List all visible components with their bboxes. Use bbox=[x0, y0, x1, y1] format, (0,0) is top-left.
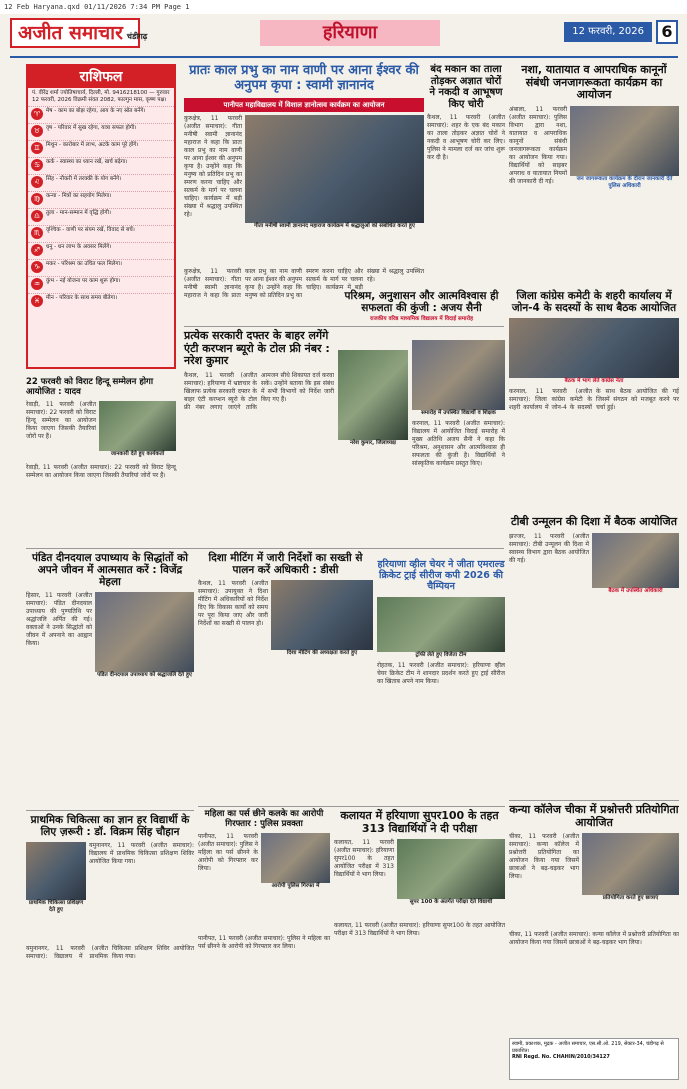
rashi-text: वृश्चिक - वाणी पर संयम रखें, विवाद से बचें। bbox=[46, 227, 135, 233]
rashi-row bbox=[28, 191, 174, 208]
photo-swami bbox=[245, 115, 424, 223]
headline[interactable]: प्रत्येक सरकारी दफ्तर के बाहर लगेंगे एंटी करप्शन ब्यूरो के टोल फ्री नंबर : नरेश कुमार bbox=[184, 329, 330, 368]
article-super100 bbox=[334, 810, 505, 1035]
rashi-text: कुंभ - नई योजना पर काम शुरू होगा। bbox=[46, 278, 121, 284]
article-theft bbox=[427, 64, 505, 324]
body: कैथल, 11 फरवरी (अजीत समाचार): हरियाणा में भ्रष्टाचार के खिलाफ प्रत्येक सरकारी दफ्तर के बाहर एंटी करप्शन ब्यूरो के टोल फ्री नंबर लगाए जाएंगे ताकि आमजन सीधे शिकायत दर्ज करवा सकें। उन्होंने बताया कि इस संबंध में सभी विभागों को निर्देश जारी किए गए हैं। bbox=[184, 371, 334, 411]
rashi-row bbox=[28, 140, 174, 157]
headline[interactable]: परिश्रम, अनुशासन और आत्मविश्वास ही सफलता की कुंजी : अजय सैनी bbox=[344, 290, 499, 315]
article-congress bbox=[509, 290, 679, 510]
body-continued: कुरुक्षेत्र, 11 फरवरी (अजीत समाचार): गीता मनीषी स्वामी ज्ञानानंद महाराज ने कहा कि प्रातः काल प्रभु का नाम वाणी पर आना ईश्वर की अनुपम कृपा है। उन्होंने कहा कि मनुष्य को प्रतिदिन प्रभु का स्मरण करना चाहिए और सत्कर्म के मार्ग पर चलना चाहिए। कार्यक्रम में बड़ी संख्या में श्रद्धालु उपस्थित रहे। bbox=[184, 267, 424, 299]
caption: आरोपी पुलिस गिरफ्त में bbox=[271, 882, 320, 889]
rashi-row bbox=[28, 293, 174, 310]
caption: प्राथमिक चिकित्सा प्रशिक्षण देते हुए bbox=[28, 900, 84, 914]
headline[interactable]: प्राथमिक चिकित्सा का ज्ञान हर विद्यार्थी के लिए ज़रूरी : डॉ. विक्रम सिंह चौहान bbox=[30, 814, 190, 839]
photo-students bbox=[412, 340, 505, 410]
zodiac-icon: ♓ bbox=[31, 295, 43, 307]
body: चीका, 11 फरवरी (अजीत समाचार): कन्या कॉलेज में प्रश्नोत्तरी प्रतियोगिता का आयोजन किया गया जिसमें छात्राओं ने बढ़-चढ़कर भाग लिया। bbox=[509, 833, 579, 881]
body: कैथल, 11 फरवरी (अजीत समाचार): उपायुक्त ने दिशा मीटिंग में अधिकारियों को निर्देश दिए कि विकास कार्यों को समय पर पूरा किया जाए और जारी निर्देशों का सख्ती से पालन हो। bbox=[198, 580, 268, 628]
rashi-row bbox=[28, 225, 174, 242]
body: करनाल, 11 फरवरी (अजीत समाचार): जिला कांग्रेस कमेटी के शहरी कार्यालय में जोन-4 के सदस्यों के साथ बैठक आयोजित की गई जिसमें संगठन को मजबूत करने पर चर्चा हुई। bbox=[509, 388, 679, 412]
photo-disha bbox=[271, 580, 373, 650]
zodiac-icon: ♐ bbox=[31, 244, 43, 256]
article-awareness bbox=[509, 64, 679, 284]
zodiac-icon: ♒ bbox=[31, 278, 43, 290]
caption: ट्रॉफी लेते हुए विजेता टीम bbox=[415, 651, 467, 658]
divider bbox=[198, 806, 505, 807]
photo-tb bbox=[592, 533, 679, 588]
caption: नरेश कुमार, जिलाध्यक्ष bbox=[349, 440, 396, 446]
headline[interactable]: 22 फरवरी को विराट हिन्दू सम्मेलन होगा आयोजित : यादव bbox=[26, 377, 154, 397]
body-continued: कलायत, 11 फरवरी (अजीत समाचार): हरियाणा सुपर100 के तहत आयोजित परीक्षा में 313 विद्यार्थियों ने भाग लिया। bbox=[334, 922, 505, 938]
imprint-text: स्वामी, प्रकाशक, मुद्रक - अजीत समाचार, एस.सी.ओ. 219, सेक्टर-34, चंडीगढ़ से प्रकाशित। bbox=[512, 1041, 664, 1054]
zodiac-icon: ♊ bbox=[31, 142, 43, 154]
rashi-text: धनु - धन लाभ के अवसर मिलेंगे। bbox=[46, 244, 112, 250]
zodiac-icon: ♏ bbox=[31, 227, 43, 239]
body: पानीपत, 11 फरवरी (अजीत समाचार): पुलिस ने महिला का पर्स छीनने के आरोपी को गिरफ्तार कर लिया। bbox=[198, 832, 258, 872]
caption: सुपर 100 के अंतर्गत परीक्षा देते विद्यार्थी bbox=[409, 899, 493, 906]
caption: प्रतियोगिता करते हुए छात्राएं bbox=[602, 895, 659, 902]
divider bbox=[26, 810, 194, 811]
body-continued: रेवाड़ी, 11 फरवरी (अजीत समाचार): 22 फरवरी को विराट हिन्दू सम्मेलन का आयोजन किया जाएगा जिसकी तैयारियां जोरों पर हैं। bbox=[26, 463, 176, 479]
section-title: हरियाणा bbox=[260, 20, 440, 46]
photo-cricket bbox=[377, 597, 505, 652]
photo-first-aid bbox=[26, 842, 86, 900]
issue-date: 12 फरवरी, 2026 bbox=[564, 22, 652, 42]
article-success-body bbox=[412, 340, 505, 580]
body: अंबाला, 11 फरवरी (अजीत समाचार): पुलिस विभाग द्वारा नशा, यातायात व आपराधिक कानूनों संबंधी जनजागरूकता कार्यक्रम का आयोजन किया गया। विद्यार्थियों को साइबर अपराध व यातायात नियमों की जानकारी दी गई। bbox=[509, 105, 567, 185]
caption: पंडित दीनदयाल उपाध्याय को श्रद्धांजलि देते हुए bbox=[97, 672, 192, 679]
article-purse-snatcher bbox=[198, 810, 330, 930]
body: करनाल, 11 फरवरी (अजीत समाचार): विद्यालय में आयोजित विदाई समारोह में मुख्य अतिथि अजय सैनी ने कहा कि परिश्रम, अनुशासन और आत्मविश्वास ही सफलता की कुंजी है। विद्यार्थियों ने सांस्कृतिक कार्यक्रम प्रस्तुत किए। bbox=[412, 420, 505, 467]
imprint-box bbox=[509, 1038, 679, 1080]
photo-congress bbox=[509, 318, 679, 378]
caption: गीता मनीषी स्वामी ज्ञानानंद महाराज कार्यक्रम में श्रद्धालुओं को संबोधित करते हुए bbox=[254, 222, 415, 229]
rashi-row bbox=[28, 106, 174, 123]
rashi-text: वृष - परिवार में सुख रहेगा, यात्रा सफल होगी। bbox=[46, 125, 137, 131]
headline[interactable]: बंद मकान का ताला तोड़कर अज्ञात चोरों ने नकदी व आभूषण किए चोरी bbox=[429, 64, 503, 110]
registration-number: RNI Regd. No. CHAHIN/2010/34127 bbox=[512, 1054, 610, 1060]
rashi-row bbox=[28, 208, 174, 225]
caption: दिशा मीटिंग की अध्यक्षता करते हुए bbox=[286, 650, 358, 657]
rashifal-box bbox=[26, 64, 176, 369]
zodiac-icon: ♌ bbox=[31, 176, 43, 188]
photo-sammelan bbox=[99, 401, 176, 451]
body: कलायत, 11 फरवरी (अजीत समाचार): हरियाणा सुपर100 के तहत आयोजित परीक्षा में 313 विद्यार्थियों ने भाग लिया। bbox=[334, 839, 394, 879]
body: कुरुक्षेत्र, 11 फरवरी (अजीत समाचार): गीता मनीषी स्वामी ज्ञानानंद महाराज ने कहा कि प्रातः काल प्रभु का नाम वाणी पर आना ईश्वर की अनुपम कृपा है। उन्होंने कहा कि मनुष्य को प्रतिदिन प्रभु का स्मरण करना चाहिए और सत्कर्म के मार्ग पर चलना चाहिए। कार्यक्रम में बड़ी संख्या में श्रद्धालु उपस्थित रहे। bbox=[184, 114, 242, 218]
rashi-text: मेष - काम का बोझ रहेगा, आय के नए स्रोत बनेंगे। bbox=[46, 108, 146, 114]
body: यमुनानगर, 11 फरवरी (अजीत समाचार): विद्यालय में प्राथमिक चिकित्सा प्रशिक्षण शिविर आयोजित किया गया। bbox=[89, 842, 194, 866]
headline[interactable]: जिला कांग्रेस कमेटी के शहरी कार्यालय में जोन-4 के सदस्यों के साथ बैठक आयोजित bbox=[511, 290, 677, 315]
article-gyananand bbox=[184, 64, 424, 324]
rashi-row bbox=[28, 242, 174, 259]
photo-awareness bbox=[570, 106, 679, 176]
brand-name: अजीत समाचार bbox=[18, 22, 123, 44]
page-number: 6 bbox=[656, 20, 678, 44]
caption: बैठक में उपस्थित अधिकारी bbox=[608, 587, 663, 594]
rashifal-intro: पं. वीरेंद्र शर्मा ज्योतिषाचार्य, दिल्ली, मो. 9416218100 — गुरुवार 12 फरवरी, 2026 विक्रमी संवत 2082, फाल्गुन मास, कृष्ण पक्ष। bbox=[32, 90, 170, 103]
body: झज्जर, 11 फरवरी (अजीत समाचार): टीबी उन्मूलन की दिशा में स्वास्थ्य विभाग द्वारा बैठक आयोजित की गई। bbox=[509, 532, 589, 564]
body-filler: पानीपत, 11 फरवरी (अजीत समाचार): पुलिस ने महिला का पर्स छीनने के आरोपी को गिरफ्तार कर लिया। bbox=[198, 935, 330, 950]
rashifal-title: राशिफल bbox=[28, 66, 174, 88]
headline[interactable]: नशा, यातायात व आपराधिक कानूनों संबंधी जनजागरूकता कार्यक्रम का आयोजन bbox=[521, 63, 667, 102]
zodiac-icon: ♈ bbox=[31, 108, 43, 120]
caption: समारोह में उपस्थित विद्यार्थी व शिक्षक bbox=[421, 410, 496, 416]
brand-logo[interactable] bbox=[10, 18, 148, 48]
article-wheelchair-cricket bbox=[377, 560, 505, 760]
rashi-text: कर्क - स्वास्थ्य का ध्यान रखें, खर्च बढ़ेगा। bbox=[46, 159, 128, 165]
rashi-row bbox=[28, 157, 174, 174]
print-strip: 12 Feb Haryana.qxd 01/11/2026 7:34 PM Page 1 bbox=[0, 0, 687, 14]
rashi-row bbox=[28, 276, 174, 293]
zodiac-icon: ♑ bbox=[31, 261, 43, 273]
zodiac-icon: ♋ bbox=[31, 159, 43, 171]
photo-exam bbox=[397, 839, 505, 899]
rashi-text: कन्या - मित्रों का सहयोग मिलेगा। bbox=[46, 193, 112, 199]
zodiac-icon: ♎ bbox=[31, 210, 43, 222]
zodiac-icon: ♉ bbox=[31, 125, 43, 137]
photo-deendayal bbox=[95, 592, 194, 672]
body-continued: यमुनानगर, 11 फरवरी (अजीत समाचार): विद्यालय में प्राथमिक चिकित्सा प्रशिक्षण शिविर आयोजित किया गया। bbox=[26, 945, 194, 961]
article-first-aid bbox=[26, 814, 194, 1034]
headline[interactable]: हरियाणा व्हील चेयर ने जीता एमराल्ड क्रिकेट ट्राई सीरीज कपी 2026 की चैम्पियन bbox=[377, 559, 505, 592]
rashi-row bbox=[28, 123, 174, 140]
rashi-text: तुला - मान-सम्मान में वृद्धि होगी। bbox=[46, 210, 112, 216]
body: हिसार, 11 फरवरी (अजीत समाचार): पंडित दीनदयाल उपाध्याय की पुण्यतिथि पर श्रद्धांजलि अर्पित की गई। वक्ताओं ने उनके सिद्धांतों को जीवन में अपनाने का आह्वान किया। bbox=[26, 592, 92, 648]
headline[interactable]: पंडित दीनदयाल उपाध्याय के सिद्धांतों को अपने जीवन में आत्मसात करें : विजेंद्र मेहला bbox=[32, 552, 188, 589]
article-deendayal bbox=[26, 552, 194, 807]
body: कैथल, 11 फरवरी (अजीत समाचार): शहर के एक बंद मकान का ताला तोड़कर अज्ञात चोरों ने नकदी व आभूषण चोरी कर लिए। पुलिस ने मामला दर्ज कर जांच शुरू कर दी है। bbox=[427, 114, 505, 161]
rashi-row bbox=[28, 259, 174, 276]
article-disha bbox=[198, 552, 373, 802]
photo-accused bbox=[261, 833, 330, 883]
rashi-row bbox=[28, 174, 174, 191]
headline[interactable]: कलायत में हरियाणा सुपर100 के तहत 313 विद्यार्थियों ने दी परीक्षा bbox=[340, 809, 499, 835]
rashi-text: मिथुन - कारोबार में लाभ, अटके काम पूरे होंगे। bbox=[46, 142, 139, 148]
article-hindu-sammelan bbox=[26, 378, 176, 543]
rashi-text: मीन - परिवार के साथ समय बीतेगा। bbox=[46, 295, 118, 301]
headline[interactable]: टीबी उन्मूलन की दिशा में बैठक आयोजित bbox=[511, 515, 677, 528]
divider bbox=[26, 548, 504, 549]
kicker: राजकीय वरिष्ठ माध्यमिक विद्यालय में विदाई समारोह bbox=[369, 316, 474, 323]
article-quiz bbox=[509, 804, 679, 1034]
body: रोहतक, 11 फरवरी (अजीत समाचार): हरियाणा व्हील चेयर क्रिकेट टीम ने शानदार प्रदर्शन करते हुए ट्राई सीरीज का खिताब अपने नाम किया। bbox=[377, 661, 505, 685]
article-anti-corruption bbox=[184, 330, 334, 565]
caption: जन जागरूकता कार्यक्रम के दौरान जानकारी देते पुलिस अधिकारी bbox=[576, 175, 673, 189]
masthead bbox=[10, 16, 678, 58]
body: रेवाड़ी, 11 फरवरी (अजीत समाचार): 22 फरवरी को विराट हिन्दू सम्मेलन का आयोजन किया जाएगा जिसकी तैयारियां जोरों पर हैं। bbox=[26, 400, 96, 440]
brand-city: चंडीगढ़ bbox=[126, 31, 148, 41]
photo-quiz bbox=[582, 833, 679, 895]
headline[interactable]: कन्या कॉलेज चीका में प्रश्नोत्तरी प्रतियोगिता आयोजित bbox=[509, 803, 679, 829]
headline[interactable]: महिला का पर्स छीने कलके का आरोपी गिरफ्तार : पुलिस प्रवक्ता bbox=[204, 809, 324, 829]
caption: बैठक में भाग लेते कांग्रेस नेता bbox=[564, 378, 624, 385]
headline[interactable]: प्रातः काल प्रभु का नाम वाणी पर आना ईश्वर की अनुपम कृपा : स्वामी ज्ञानानंद bbox=[189, 63, 419, 93]
rashi-text: मकर - परिश्रम का उचित फल मिलेगा। bbox=[46, 261, 122, 267]
kicker: पानीपत महाविद्यालय में विशाल ज्ञानोत्सव कार्यक्रम का आयोजन bbox=[184, 98, 424, 112]
article-tb bbox=[509, 516, 679, 671]
body-continued: चीका, 11 फरवरी (अजीत समाचार): कन्या कॉलेज में प्रश्नोत्तरी प्रतियोगिता का आयोजन किया गया जिसमें छात्राओं ने बढ़-चढ़कर भाग लिया। bbox=[509, 931, 679, 947]
divider bbox=[509, 800, 679, 801]
caption: जानकारी देते हुए कार्यकर्ता bbox=[110, 450, 165, 457]
zodiac-icon: ♍ bbox=[31, 193, 43, 205]
rashi-text: सिंह - नौकरी में तरक्की के योग बनेंगे। bbox=[46, 176, 122, 182]
headline[interactable]: दिशा मीटिंग में जारी निर्देशों का सख्ती से पालन करें अधिकारी : डीसी bbox=[208, 552, 363, 577]
